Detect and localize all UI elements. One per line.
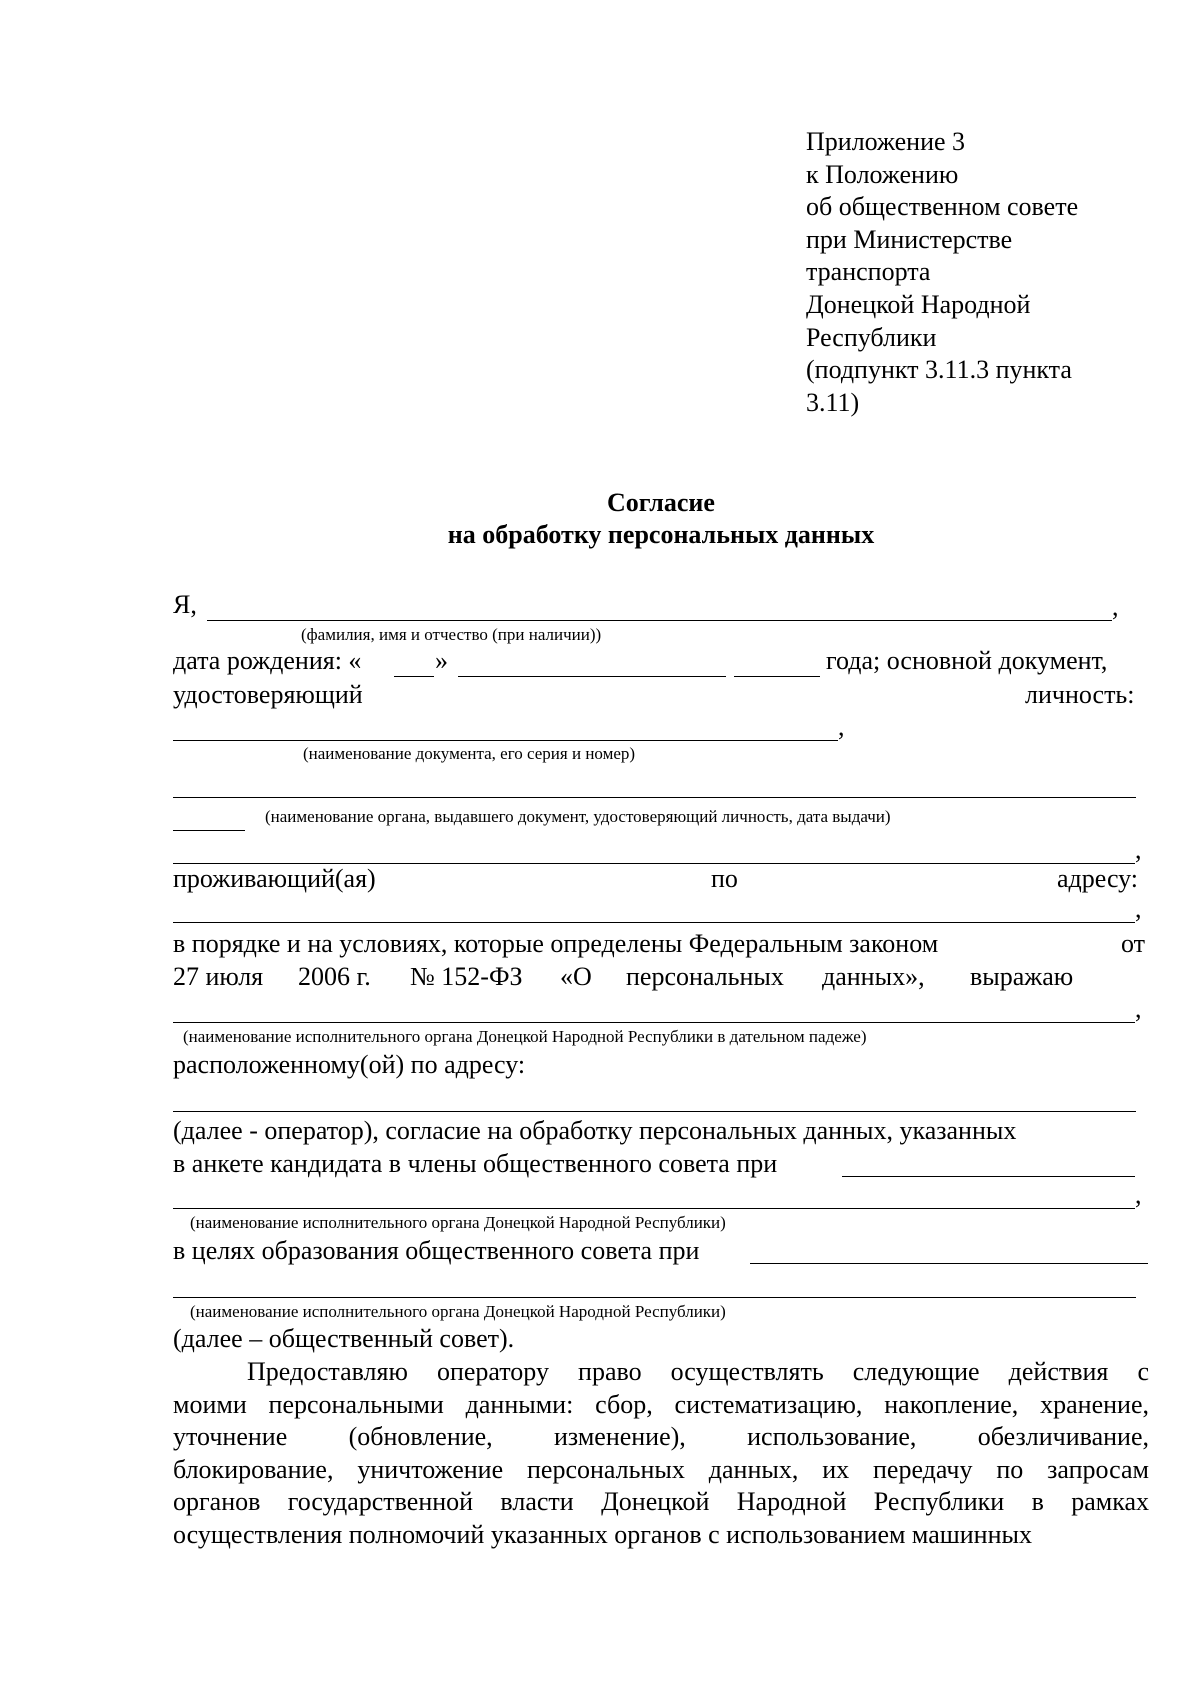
law-word: персональных — [626, 962, 784, 991]
annex-header — [806, 126, 1078, 419]
annex-line: к Положению — [806, 159, 959, 189]
organ-caption-1: (наименование исполнительного органа Донецкой Народной Республики) — [190, 1213, 726, 1232]
law-word: 27 июля — [173, 962, 264, 991]
comma: , — [838, 712, 845, 741]
comma: , — [1135, 835, 1142, 864]
issuer-caption: (наименование органа, выдавшего документ, удостоверяющий личность, дата выдачи) — [265, 807, 891, 826]
annex-line: Приложение 3 — [806, 127, 966, 156]
comma: , — [1135, 894, 1142, 923]
birth-month-line[interactable] — [458, 676, 726, 677]
issue-date-line[interactable] — [173, 830, 245, 831]
annex-line: (подпункт 3.11.3 пункта — [806, 355, 1072, 385]
paragraph-line: Предоставляю оператору право осуществлять следующие действия с — [247, 1357, 1149, 1386]
paragraph-line: осуществления полномочий указанных органов с использованием машинных — [173, 1519, 1032, 1549]
paragraph-line: органов государственной власти Донецкой Народной Республики в рамках — [173, 1487, 1149, 1516]
comma: , — [1135, 1180, 1142, 1209]
identity-left: удостоверяющий — [173, 680, 363, 709]
located-label: расположенному(ой) по адресу: — [173, 1050, 526, 1079]
birth-label: дата рождения: « — [173, 646, 362, 675]
annex-line: Республики — [806, 322, 937, 352]
birth-day-line[interactable] — [394, 676, 434, 677]
issuer-field-line[interactable] — [173, 797, 1136, 798]
law-word: 2006 г. — [298, 962, 371, 991]
residing-mid: по — [711, 864, 738, 893]
document-caption: (наименование документа, его серия и номер) — [303, 744, 636, 763]
operator-address-field-line[interactable] — [173, 1111, 1136, 1112]
law-line-1-end: от — [1121, 929, 1146, 958]
purpose-organ-field-line-2[interactable] — [173, 1297, 1136, 1298]
annex-line: Донецкой Народной — [806, 289, 1031, 319]
identity-right: личность: — [1025, 680, 1135, 709]
candidate-organ-field-line[interactable] — [842, 1176, 1135, 1177]
fio-field-line[interactable] — [207, 620, 1112, 621]
birth-suffix: года; основной документ, — [826, 646, 1108, 675]
address-field-line[interactable] — [173, 922, 1135, 923]
law-line-1: в порядке и на условиях, которые определены Федеральным законом — [173, 929, 939, 958]
candidate-line: в анкете кандидата в члены общественного совета при — [173, 1149, 778, 1178]
operator-line: (далее - оператор), согласие на обработку персональных данных, указанных — [173, 1116, 1017, 1145]
comma: , — [1135, 994, 1142, 1023]
residing-right: адресу: — [1057, 864, 1139, 893]
fio-caption: (фамилия, имя и отчество (при наличии)) — [301, 625, 602, 644]
annex-line: при Министерстве — [806, 224, 1013, 254]
paragraph-line: уточнение (обновление, изменение), использование, обезличивание, — [173, 1422, 1149, 1451]
candidate-organ-field-line-2[interactable] — [173, 1208, 1135, 1209]
document-title: Согласие — [607, 488, 715, 517]
paragraph-line: блокирование, уничтожение персональных данных, их передачу по запросам — [173, 1454, 1149, 1484]
consent-paragraph — [173, 1356, 1149, 1551]
purpose-line: в целях образования общественного совета при — [173, 1236, 700, 1265]
birth-year-line[interactable] — [734, 676, 820, 677]
purpose-organ-field-line[interactable] — [750, 1263, 1148, 1264]
organ-dative-field-line[interactable] — [173, 1022, 1135, 1023]
document-field-line[interactable] — [173, 740, 838, 741]
council-line: (далее – общественный совет). — [173, 1324, 515, 1353]
paragraph-line: моими персональными данными: сбор, систематизацию, накопление, хранение, — [173, 1389, 1149, 1419]
comma: , — [1112, 592, 1119, 621]
annex-line: транспорта — [806, 257, 931, 287]
organ-dative-caption: (наименование исполнительного органа Донецкой Народной Республики в дательном падеже) — [183, 1027, 867, 1046]
residing-left: проживающий(ая) — [173, 864, 376, 893]
law-word: № 152-ФЗ — [410, 962, 523, 991]
ya-label: Я, — [173, 590, 197, 619]
organ-caption-2: (наименование исполнительного органа Донецкой Народной Республики) — [190, 1302, 726, 1321]
law-word: данных», — [822, 962, 925, 991]
law-word: выражаю — [970, 962, 1074, 991]
law-word: «О — [560, 962, 592, 991]
document-subtitle: на обработку персональных данных — [447, 520, 875, 549]
birth-quote-close: » — [435, 646, 448, 675]
annex-line: об общественном совете — [806, 192, 1079, 222]
annex-line: 3.11) — [806, 387, 860, 417]
